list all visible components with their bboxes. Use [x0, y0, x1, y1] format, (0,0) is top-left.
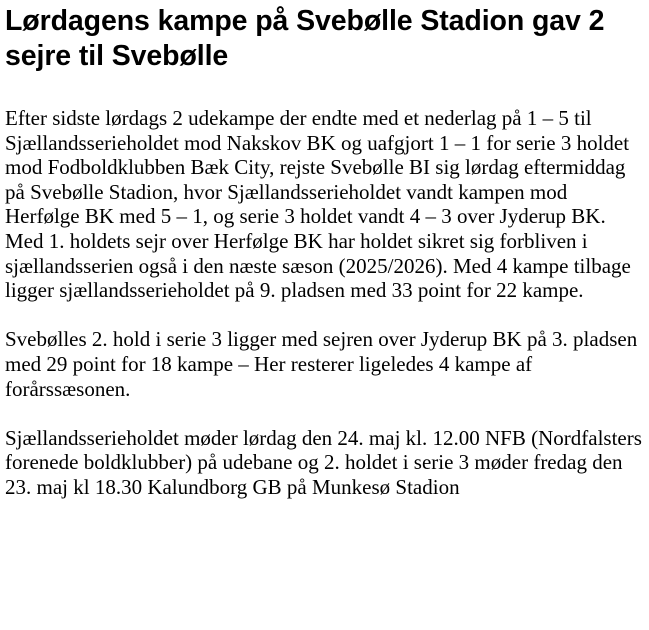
paragraph-spacer: [5, 401, 645, 426]
paragraph-intro: Efter sidste lørdags 2 udekampe der endte med et nederlag på 1 – 5 til Sjællandsserieholdet mod Nakskov BK og uafgjort 1 – 1 for serie 3 holdet mod Fodboldklubben Bæk City, rejste Svebølle BI sig lørdag eftermiddag på Svebølle Stadion, hvor Sjællandsserieholdet vandt kampen mod Herfølge BK med 5 – 1, og serie 3 holdet vandt 4 – 3 over Jyderup BK.: [5, 106, 630, 229]
article: [5, 0, 645, 500]
paragraph-spacer: [5, 303, 645, 328]
paragraph-second-team: Svebølles 2. hold i serie 3 ligger med sejren over Jyderup BK på 3. pladsen med 29 point for 18 kampe – Her resterer ligeledes 4 kampe af forårssæsonen.: [5, 327, 638, 401]
paragraph-first-team: Med 1. holdets sejr over Herfølge BK har holdet sikret sig forbliven i sjællandsserien også i den næste sæson (2025/2026). Med 4 kampe tilbage ligger sjællandsserieholdet på 9. pladsen med 33 point for 22 kampe.: [5, 228, 631, 303]
paragraph-upcoming-matches: Sjællandsserieholdet møder lørdag den 24. maj kl. 12.00 NFB (Nordfalsters forenede boldklubber) på udebane og 2. holdet i serie 3 møder fredag den 23. maj kl 18.30 Kalundborg GB på Munkesø Stadion: [5, 425, 642, 499]
article-headline: Lørdagens kampe på Svebølle Stadion gav 2 sejre til Svebølle: [5, 5, 605, 72]
article-body: [5, 106, 645, 500]
